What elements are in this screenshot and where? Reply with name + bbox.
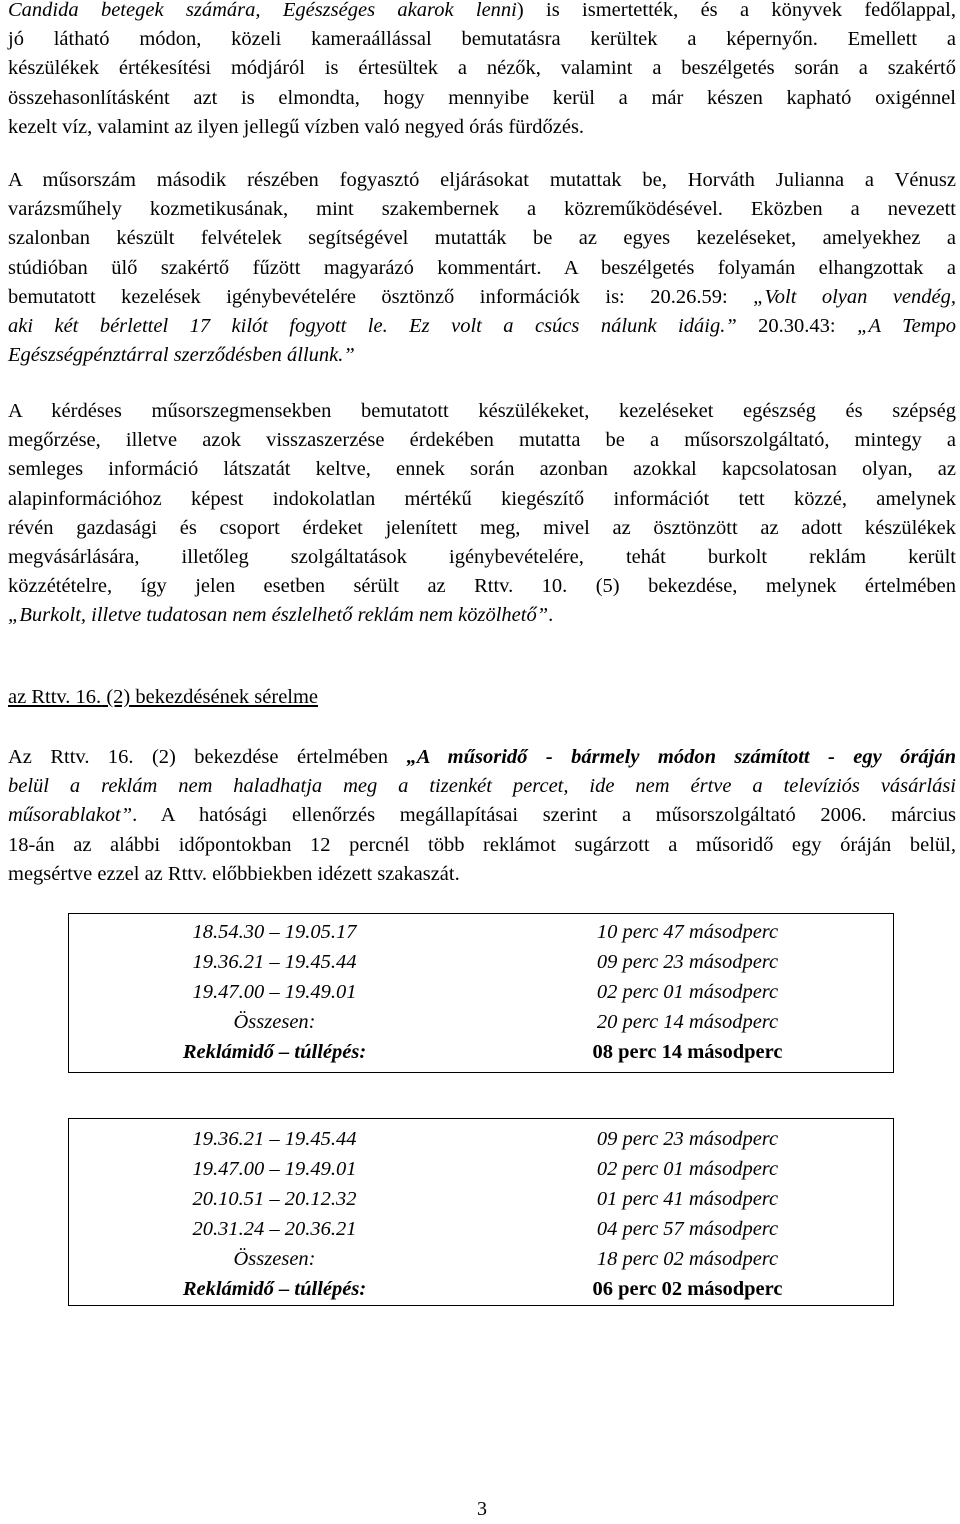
paragraph-line: megsértve ezzel az Rttv. előbbiekben idézett szakaszát. bbox=[8, 862, 460, 885]
paragraph-line: stúdióban ülő szakértő fűzött magyarázó kommentárt. A beszélgetés folyamán elhangzottak a bbox=[8, 256, 956, 279]
duration-cell: 18 perc 02 másodperc bbox=[596, 1248, 779, 1270]
text-span: közzétételre, így jelen esetben sérült az Rttv. 10. bbox=[8, 575, 568, 598]
paragraph-line: varázsműhely kozmetikusának, mint szakembernek a közreműködésével. Eközben a nevezett bbox=[8, 198, 956, 221]
time-range-cell: 19.36.21 – 19.45.44 bbox=[192, 1128, 357, 1150]
reklam-table-2 bbox=[68, 1124, 894, 1304]
text-span: az Rttv. 16. bbox=[8, 686, 102, 708]
time-range-cell: 18.54.30 – 19.05.17 bbox=[192, 921, 357, 943]
paragraph-line bbox=[8, 341, 956, 370]
paragraph-line: 18-án az alábbi időpontokban 12 percnél több reklámot sugárzott a műsoridő egy óráján belül, bbox=[8, 833, 956, 856]
table-row bbox=[68, 947, 894, 977]
duration-cell: 06 perc 02 másodperc bbox=[592, 1278, 783, 1300]
book-title-italic: Candida betegek számára, Egészséges akarok lenni bbox=[8, 0, 517, 21]
table-row bbox=[68, 1244, 894, 1274]
paragraph-line: jó látható módon, közeli kameraállással bemutatásra kerültek a képernyőn. Emellett a bbox=[8, 28, 956, 51]
quote-italic: aki két bérlettel 17 kilót fogyott le. Ez volt a csúcs nálunk idáig.” bbox=[8, 315, 737, 338]
reklam-table-1 bbox=[68, 917, 894, 1067]
paragraph-1 bbox=[8, 0, 956, 142]
time-range-cell: 19.47.00 – 19.49.01 bbox=[192, 1158, 357, 1180]
paragraph-line: megvásárlására, illetőleg szolgáltatások igénybevételére, tehát burkolt reklám került bbox=[8, 546, 956, 569]
quote-italic: „Burkolt, illetve tudatosan nem észlelhető reklám nem közölhető” bbox=[8, 604, 549, 627]
paragraph-line bbox=[8, 601, 956, 630]
quote-italic: Egészségpénztárral szerződésben állunk.” bbox=[8, 344, 355, 367]
duration-cell: 01 perc 41 másodperc bbox=[596, 1188, 779, 1210]
section-heading bbox=[8, 686, 318, 709]
quote-italic: belül a reklám nem haladhatja meg a tizenkét percet, ide nem értve a televíziós vásárlási bbox=[8, 775, 956, 798]
table-row bbox=[68, 1124, 894, 1154]
time-range-cell: Reklámidő – túllépés: bbox=[182, 1278, 367, 1300]
quote-italic: műsorablakot” bbox=[8, 804, 133, 827]
text-span: 20.30.43: bbox=[736, 315, 858, 338]
text-span: ) is ismertették, és a könyvek fedőlappal, bbox=[516, 0, 956, 21]
time-range-cell: 19.47.00 – 19.49.01 bbox=[192, 981, 357, 1003]
paragraph-line: révén gazdasági és csoport érdeket jelenített meg, mivel az ösztönzött az adott készülékek bbox=[8, 516, 956, 539]
text-span: . bbox=[548, 604, 554, 627]
duration-cell: 09 perc 23 másodperc bbox=[596, 1128, 779, 1150]
paragraph-line bbox=[8, 0, 956, 25]
paragraph-line bbox=[8, 283, 956, 312]
text-span: bemutatott kezelések igénybevételére ösztönző információk is: 20.26.59: bbox=[8, 285, 754, 308]
time-range-cell: 20.10.51 – 20.12.32 bbox=[192, 1188, 357, 1210]
paragraph-line: kezelt víz, valamint az ilyen jellegű vízben való negyed órás fürdőzés. bbox=[8, 115, 585, 138]
time-range-cell: 20.31.24 – 20.36.21 bbox=[192, 1218, 357, 1240]
table-row bbox=[68, 1214, 894, 1244]
duration-cell: 02 perc 01 másodperc bbox=[596, 1158, 779, 1180]
text-span: Az Rttv. 16. bbox=[8, 746, 134, 768]
duration-cell: 10 perc 47 másodperc bbox=[596, 921, 779, 943]
paragraph-line: A kérdéses műsorszegmensekben bemutatott készülékeket, kezeléseket egészség és szépség bbox=[8, 400, 956, 422]
duration-cell: 02 perc 01 másodperc bbox=[596, 981, 779, 1003]
paragraph-line bbox=[8, 801, 956, 830]
quote-italic: „A műsoridő - bármely módon számított - egy óráján bbox=[406, 746, 957, 768]
paragraph-line: készülékek értékesítési módjáról is értesültek a nézők, valamint a beszélgetés során a szakértő bbox=[8, 57, 956, 80]
time-range-cell: Összesen: bbox=[233, 1011, 316, 1033]
table-row bbox=[68, 1274, 894, 1304]
table-row bbox=[68, 1184, 894, 1214]
paragraph-4 bbox=[8, 743, 956, 889]
duration-cell: 08 perc 14 másodperc bbox=[592, 1041, 783, 1063]
paragraph-2 bbox=[8, 166, 956, 370]
duration-cell: 20 perc 14 másodperc bbox=[596, 1011, 779, 1033]
paragraph-line: szalonban készült felvételek segítségével mutatták be az egyes kezeléseket, amelyekhez a bbox=[8, 227, 956, 250]
text-span: . A hatósági ellenőrzés megállapításai szerint a műsorszolgáltató 2006. március bbox=[132, 804, 956, 827]
table-row bbox=[68, 917, 894, 947]
paragraph-line: semleges információ látszatát keltve, ennek során azonban azokkal kapcsolatosan olyan, az bbox=[8, 458, 956, 481]
page-number: 3 bbox=[477, 1498, 487, 1520]
text-span: (2) bekezdése értelmében bbox=[133, 746, 407, 768]
quote-italic: „A Tempo bbox=[857, 315, 956, 338]
time-range-cell: Összesen: bbox=[233, 1248, 316, 1270]
paragraph-line: összehasonlításként azt is elmondta, hogy mennyibe kerül a már készen kapható oxigénnel bbox=[8, 86, 956, 109]
time-range-cell: Reklámidő – túllépés: bbox=[182, 1041, 367, 1063]
time-range-cell: 19.36.21 – 19.45.44 bbox=[192, 951, 357, 973]
paragraph-line bbox=[8, 572, 956, 601]
paragraph-line: megőrzése, illetve azok visszaszerzése érdekében mutatta be a műsorszolgáltató, mintegy a bbox=[8, 429, 956, 452]
paragraph-line bbox=[8, 312, 956, 341]
paragraph-line: alapinformációhoz képest indokolatlan mértékű kiegészítő információt tett közzé, amelynek bbox=[8, 487, 956, 510]
text-span: (2) bekezdésének sérelme bbox=[101, 686, 319, 708]
table-row bbox=[68, 977, 894, 1007]
quote-italic: „Volt olyan vendég, bbox=[753, 285, 956, 308]
table-row bbox=[68, 1154, 894, 1184]
text-span: (5) bekezdése, melynek értelmében bbox=[567, 575, 956, 598]
paragraph-3 bbox=[8, 397, 956, 631]
paragraph-line bbox=[8, 772, 956, 801]
table-row bbox=[68, 1007, 894, 1037]
duration-cell: 04 perc 57 másodperc bbox=[596, 1218, 779, 1240]
paragraph-line: A műsorszám második részében fogyasztó eljárásokat mutattak be, Horváth Julianna a Vénusz bbox=[8, 169, 956, 191]
duration-cell: 09 perc 23 másodperc bbox=[596, 951, 779, 973]
paragraph-line bbox=[8, 743, 956, 772]
table-row bbox=[68, 1037, 894, 1067]
